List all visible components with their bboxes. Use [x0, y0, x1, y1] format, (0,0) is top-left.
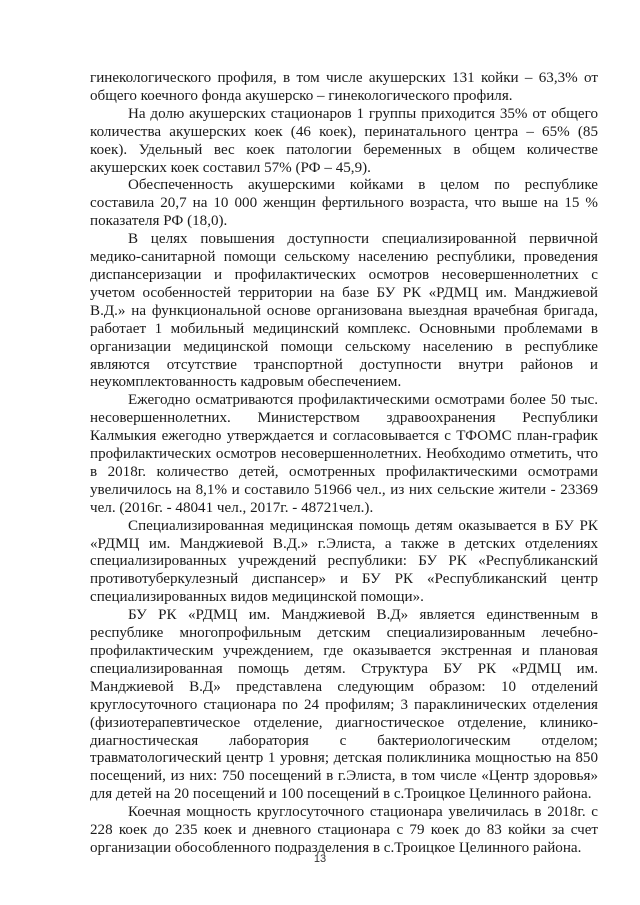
paragraph-mobile-brigade: В целях повышения доступности специализированной первичной медико-санитарной помощи сельскому населению республики, проведения диспансеризации и профилактических осмотров несовершеннолетних с учетом особенностей территории на базе БУ РК «РДМЦ им. Манджиевой В.Д.» на функциональной основе организована выездная врачебная бригада, работает 1 мобильный медицинский комплекс. Основными проблемами в организации медицинской помощи сельскому населению в республике являются отсутствие транспортной доступности внутри районов и неукомплектованность кадровым обеспечением. — [90, 231, 598, 391]
paragraph-preventive-exams: Ежегодно осматриваются профилактическими осмотрами более 50 тыс. несовершеннолетних. Министерством здравоохранения Республики Калмыкия ежегодно утверждается и согласовывается с ТФОМС план-график профилактических осмотров несовершеннолетних. Необходимо отметить, что в 2018г. количество детей, осмотренных профилактическими осмотрами увеличилось на 8,1% и составило 51966 чел., из них сельские жители - 23369 чел. (2016г. - 48041 чел., 2017г. - 48721чел.). — [90, 392, 598, 516]
paragraph-bed-capacity: Коечная мощность круглосуточного стационара увеличилась в 2018г. с 228 коек до 235 коек и дневного стационара с 79 коек до 83 койки за счет организации обособленного подразделения в с.Троицкое Целинного района. — [90, 804, 598, 856]
document-body — [90, 70, 598, 858]
paragraph-bed-provision: Обеспеченность акушерскими койками в целом по республике составила 20,7 на 10 000 женщин фертильного возраста, что выше на 15 % показателя РФ (18,0). — [90, 177, 598, 230]
paragraph-obstetric-beds: гинекологического профиля, в том числе акушерских 131 койки – 63,3% от общего коечного фонда акушерско – гинекологического профиля. — [90, 70, 598, 104]
paragraph-hospital-groups: На долю акушерских стационаров 1 группы приходится 35% от общего количества акушерских коек (46 коек), перинатального центра – 65% (85 коек). Удельный вес коек патологии беременных в общем количестве акушерских коек составил 57% (РФ – 45,9). — [90, 105, 598, 176]
paragraph-specialized-care: Специализированная медицинская помощь детям оказывается в БУ РК «РДМЦ им. Манджиевой В.Д.» г.Элиста, а также в детских отделениях специализированных учреждений республики: БУ РК «Республиканский противотуберкулезный диспансер» и БУ РК «Республиканский центр специализированных видов медицинской помощи». — [90, 517, 598, 606]
paragraph-rdmc-structure: БУ РК «РДМЦ им. Манджиевой В.Д» является единственным в республике многопрофильным детским специализированным лечебно-профилактическим учреждением, где оказывается экстренная и плановая специализированная помощь детям. Структура БУ РК «РДМЦ им. Манджиевой В.Д» представлена следующим образом: 10 отделений круглосуточного стационара по 24 профилям; 3 параклинических отделения (физиотерапевтическое отделение, диагностическое отделение, клинико-диагностическая лаборатория с бактериологическим отделом; травматологический центр 1 уровня; детская поликлиника мощностью на 850 посещений, из них: 750 посещений в г.Элиста, в том числе «Центр здоровья» для детей на 20 посещений и 100 посещений в с.Троицкое Целинного района. — [90, 607, 598, 803]
page-number: 13 — [313, 853, 327, 865]
